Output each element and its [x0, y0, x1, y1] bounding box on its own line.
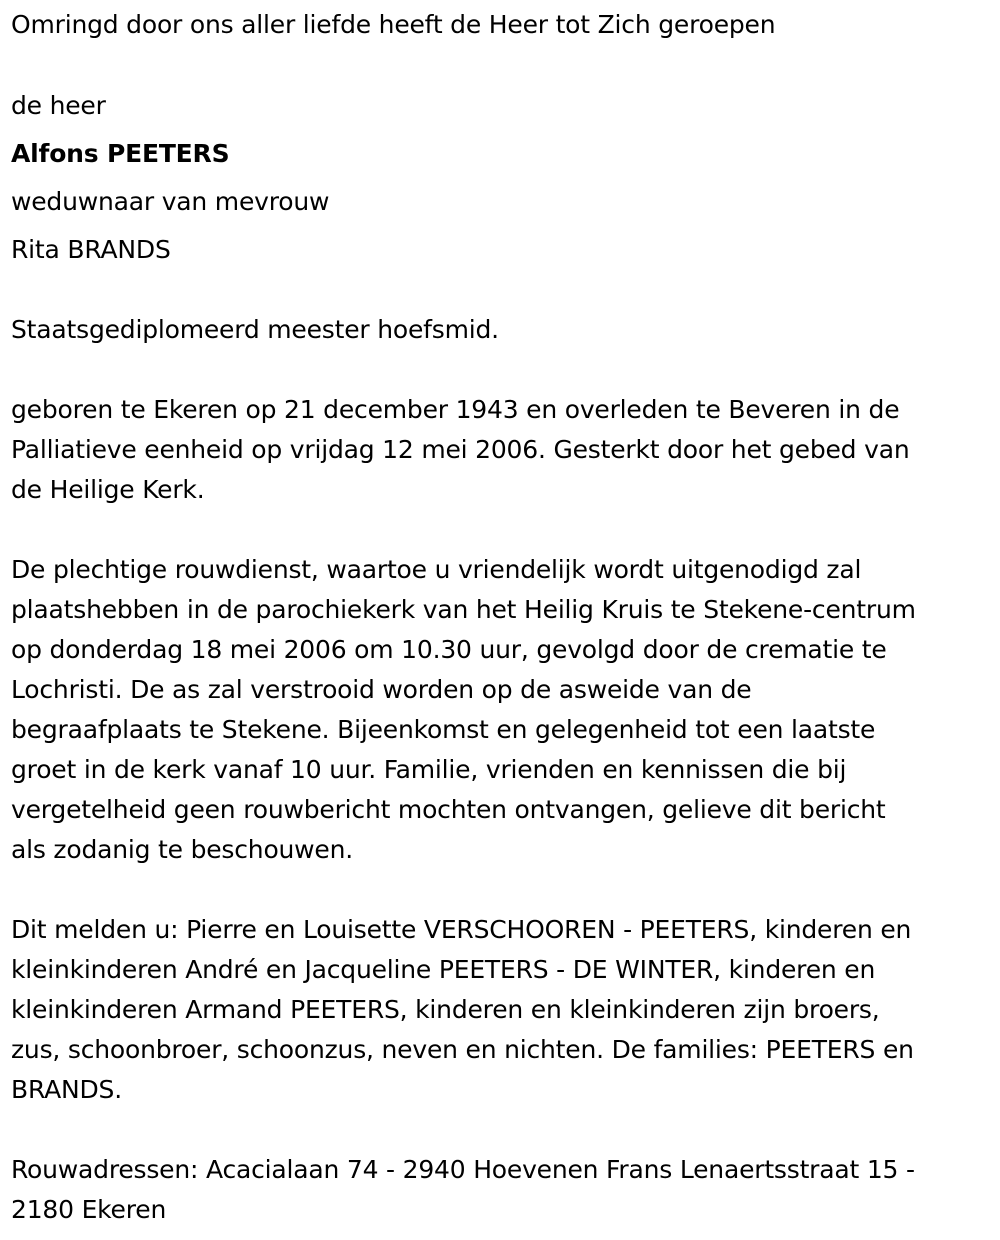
paragraph-line: plaatshebben in de parochiekerk van het Heilig Kruis te Stekene-centrum — [11, 595, 916, 624]
paragraph-line: Dit melden u: Pierre en Louisette VERSCHOOREN - PEETERS, kinderen en — [11, 915, 912, 944]
birth-death-paragraph — [11, 390, 993, 510]
profession-line: Staatsgediplomeerd meester hoefsmid. — [11, 315, 499, 344]
spacer — [11, 510, 993, 550]
spacer — [11, 350, 993, 390]
paragraph-line: als zodanig te beschouwen. — [11, 835, 354, 864]
spacer — [11, 870, 993, 910]
title-prefix: de heer — [11, 91, 106, 120]
service-paragraph — [11, 550, 993, 870]
spouse-name: Rita BRANDS — [11, 235, 171, 264]
obituary-document — [11, 0, 993, 1230]
intro-line: Omringd door ons aller liefde heeft de Heer tot Zich geroepen — [11, 10, 776, 39]
spacer — [11, 1110, 993, 1150]
spacer — [11, 270, 993, 310]
paragraph-line: groet in de kerk vanaf 10 uur. Familie, vrienden en kennissen die bij — [11, 755, 847, 784]
paragraph-line: De plechtige rouwdienst, waartoe u vriendelijk wordt uitgenodigd zal — [11, 555, 862, 584]
paragraph-line: Rouwadressen: Acacialaan 74 - 2940 Hoevenen Frans Lenaertsstraat 15 - — [11, 1155, 915, 1184]
paragraph-line: Palliatieve eenheid op vrijdag 12 mei 2006. Gesterkt door het gebed van — [11, 435, 910, 464]
paragraph-line: vergetelheid geen rouwbericht mochten ontvangen, gelieve dit bericht — [11, 795, 886, 824]
paragraph-line: BRANDS. — [11, 1075, 122, 1104]
paragraph-line: Lochristi. De as zal verstrooid worden op de asweide van de — [11, 675, 752, 704]
paragraph-line: kleinkinderen Armand PEETERS, kinderen en kleinkinderen zijn broers, — [11, 995, 880, 1024]
paragraph-line: de Heilige Kerk. — [11, 475, 205, 504]
paragraph-line: begraafplaats te Stekene. Bijeenkomst en gelegenheid tot een laatste — [11, 715, 876, 744]
paragraph-line: kleinkinderen André en Jacqueline PEETERS - DE WINTER, kinderen en — [11, 955, 876, 984]
paragraph-line: op donderdag 18 mei 2006 om 10.30 uur, gevolgd door de crematie te — [11, 635, 887, 664]
paragraph-line: zus, schoonbroer, schoonzus, neven en nichten. De families: PEETERS en — [11, 1035, 914, 1064]
addresses-paragraph — [11, 1150, 993, 1230]
widow-line: weduwnaar van mevrouw — [11, 187, 330, 216]
paragraph-line: 2180 Ekeren — [11, 1195, 167, 1224]
deceased-name: Alfons PEETERS — [11, 139, 230, 168]
family-paragraph — [11, 910, 993, 1110]
paragraph-line: geboren te Ekeren op 21 december 1943 en overleden te Beveren in de — [11, 395, 900, 424]
